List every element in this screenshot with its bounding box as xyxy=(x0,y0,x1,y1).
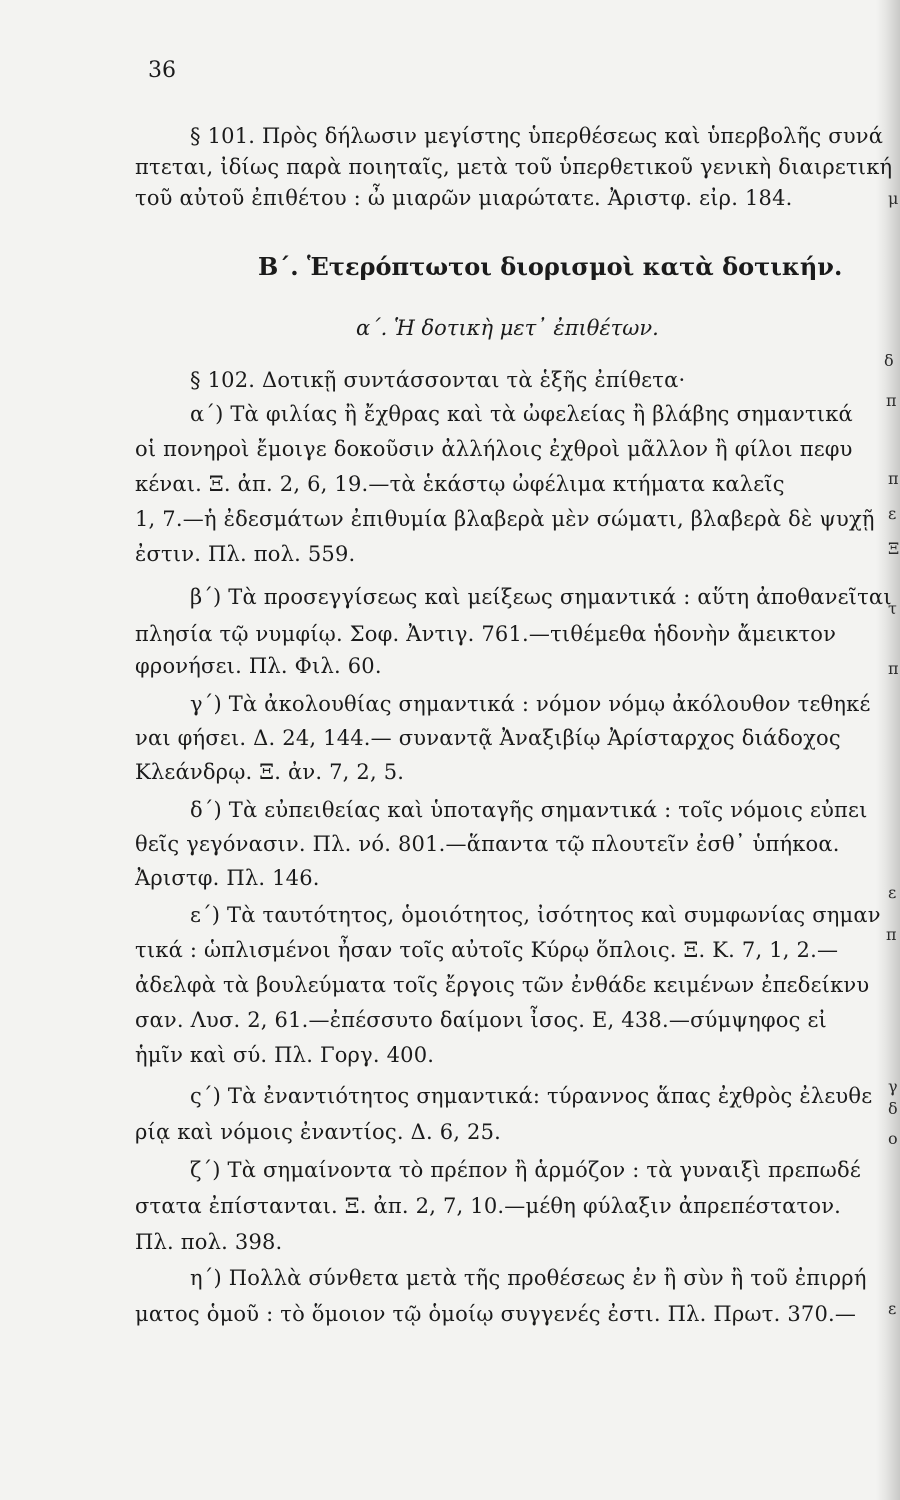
margin-fragment: γ xyxy=(888,1077,898,1096)
body-line: Πλ. πολ. 398. xyxy=(135,1230,283,1254)
margin-fragment: ε xyxy=(888,1299,897,1318)
body-line: α΄) Τὰ φιλίας ἢ ἔχθρας καὶ τὰ ὠφελείας ἢ βλάβης σημαντικά xyxy=(190,402,853,426)
section-101-line-2: πτεται, ἰδίως παρὰ ποιηταῖς, μετὰ τοῦ ὑπερθετικοῦ γενικὴ διαιρετική xyxy=(135,155,893,179)
margin-fragment: μ xyxy=(888,189,899,208)
margin-fragment: ε xyxy=(888,504,897,523)
body-line: ζ΄) Τὰ σημαίνοντα τὸ πρέπον ἢ ἁρμόζον : τὰ γυναιξὶ πρεπωδέ xyxy=(190,1158,861,1182)
margin-fragment: τ xyxy=(888,599,897,618)
margin-fragment: π xyxy=(888,469,899,488)
margin-fragment: δ xyxy=(888,1099,898,1118)
margin-fragment: π xyxy=(886,391,897,410)
margin-fragment: δ xyxy=(884,351,894,370)
margin-fragment: π xyxy=(888,659,899,678)
margin-fragment: π xyxy=(886,925,897,944)
body-line: στατα ἐπίστανται. Ξ. ἀπ. 2, 7, 10.—μέθη φύλαξιν ἀπρεπέστατον. xyxy=(135,1194,842,1218)
body-line: Κλεάνδρῳ. Ξ. ἀν. 7, 2, 5. xyxy=(135,760,405,784)
page-number: 36 xyxy=(148,58,176,83)
body-line: ρίᾳ καὶ νόμοις ἐναντίος. Δ. 6, 25. xyxy=(135,1120,502,1144)
body-line: § 102. Δοτικῇ συντάσσονται τὰ ἑξῆς ἐπίθετα· xyxy=(190,368,686,392)
margin-fragment: Ξ xyxy=(888,539,900,558)
body-line: ἀδελφὰ τὰ βουλεύματα τοῖς ἔργοις τῶν ἐνθάδε κειμένων ἐπεδείκνυ xyxy=(135,973,870,997)
body-line: κέναι. Ξ. ἀπ. 2, 6, 19.—τὰ ἑκάστῳ ὠφέλιμα κτήματα καλεῖς xyxy=(135,472,785,496)
body-line: ναι φήσει. Δ. 24, 144.— συναντᾷ Ἀναξιβίῳ Ἀρίσταρχος διάδοχος xyxy=(135,726,841,750)
body-line: θεῖς γεγόνασιν. Πλ. νό. 801.—ἅπαντα τῷ πλουτεῖν ἐσθ᾽ ὑπήκοα. xyxy=(135,832,840,856)
subsection-heading: α΄. Ἡ δοτικὴ μετ᾽ ἐπιθέτων. xyxy=(356,316,659,340)
body-line: β΄) Τὰ προσεγγίσεως καὶ μείξεως σημαντικά : αὕτη ἀποθανεῖται xyxy=(190,585,892,609)
body-line: οἱ πονηροὶ ἔμοιγε δοκοῦσιν ἀλλήλοις ἐχθροὶ μᾶλλον ἢ φίλοι πεφυ xyxy=(135,437,853,461)
margin-fragment: ο xyxy=(888,1129,898,1148)
body-line: ἡμῖν καὶ σύ. Πλ. Γοργ. 400. xyxy=(135,1043,435,1067)
body-line: Ἀριστφ. Πλ. 146. xyxy=(135,866,320,890)
body-line: 1, 7.—ἡ ἐδεσμάτων ἐπιθυμία βλαβερὰ μὲν σώματι, βλαβερὰ δὲ ψυχῇ xyxy=(135,507,875,531)
section-101-line-3: τοῦ αὐτοῦ ἐπιθέτου : ὦ μιαρῶν μιαρώτατε. Ἀριστφ. εἰρ. 184. xyxy=(135,186,793,210)
body-line: πλησία τῷ νυμφίῳ. Σοφ. Ἀντιγ. 761.—τιθέμεθα ἡδονὴν ἄμεικτον xyxy=(135,622,837,646)
body-line: ς΄) Τὰ ἐναντιότητος σημαντικά: τύραννος ἅπας ἐχθρὸς ἐλευθε xyxy=(190,1084,873,1108)
body-line: τικά : ὡπλισμένοι ἦσαν τοῖς αὐτοῖς Κύρῳ ὅπλοις. Ξ. Κ. 7, 1, 2.— xyxy=(135,938,839,962)
body-line: γ΄) Τὰ ἀκολουθίας σημαντικά : νόμον νόμῳ ἀκόλουθον τεθηκέ xyxy=(190,692,871,716)
body-line: φρονήσει. Πλ. Φιλ. 60. xyxy=(135,654,382,678)
margin-fragment: ε xyxy=(888,883,897,902)
body-line: η΄) Πολλὰ σύνθετα μετὰ τῆς προθέσεως ἐν ἢ σὺν ἢ τοῦ ἐπιρρή xyxy=(190,1266,867,1290)
chapter-heading: Β΄. Ἑτερόπτωτοι διορισμοὶ κατὰ δοτικήν. xyxy=(258,252,843,281)
section-101-line-1: § 101. Πρὸς δήλωσιν μεγίστης ὑπερθέσεως καὶ ὑπερβολῆς συνά xyxy=(190,124,884,148)
page-edge-shadow xyxy=(876,0,900,1500)
body-line: ἐστιν. Πλ. πολ. 559. xyxy=(135,542,356,566)
body-line: ματος ὁμοῦ : τὸ ὅμοιον τῷ ὁμοίῳ συγγενές ἐστι. Πλ. Πρωτ. 370.— xyxy=(135,1302,857,1326)
body-line: ε΄) Τὰ ταυτότητος, ὁμοιότητος, ἰσότητος καὶ συμφωνίας σημαν xyxy=(190,903,881,927)
body-line: σαν. Λυσ. 2, 61.—ἐπέσσυτο δαίμονι ἶσος. Ε, 438.—σύμψηφος εἰ xyxy=(135,1008,827,1032)
body-line: δ΄) Τὰ εὐπειθείας καὶ ὑποταγῆς σημαντικά : τοῖς νόμοις εὐπει xyxy=(190,798,868,822)
